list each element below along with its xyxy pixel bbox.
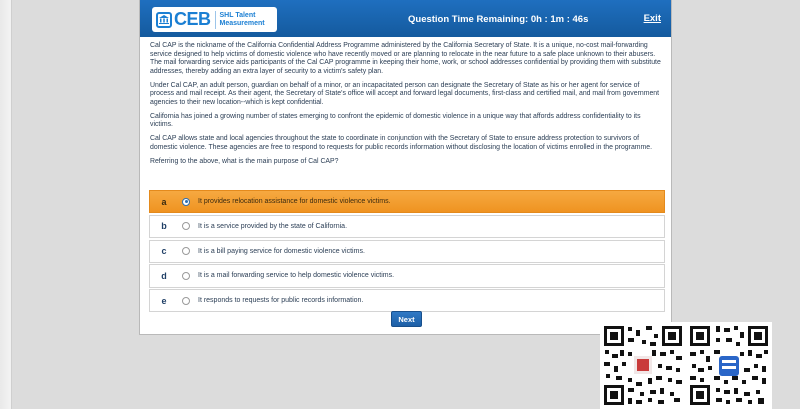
passage-paragraph-4: Cal CAP allows state and local agencies throughout the state to coordinate in conjunction with the Secretary of State to ensure address protection to survivors of domestic violence. These agencies are free to respond to requests for public records information without disclosing the location of victims enrolled in the programme. xyxy=(150,135,652,151)
option-text: It is a mail forwarding service to help domestic violence victims. xyxy=(198,272,395,280)
header-bar xyxy=(140,0,671,37)
passage-paragraph-3: California has joined a growing number of states emerging to confront the epidemic of domestic violence in a unique way that affords address confidentiality to its victims. xyxy=(150,112,641,129)
option-letter: a xyxy=(161,196,167,207)
radio-button[interactable] xyxy=(182,198,190,206)
option-b[interactable] xyxy=(149,215,665,238)
building-icon xyxy=(156,12,172,28)
qr-code-image xyxy=(686,322,772,409)
next-button[interactable]: Next xyxy=(391,311,422,327)
option-e[interactable] xyxy=(149,289,665,312)
logo-tagline-line1: SHL Talent xyxy=(219,11,256,19)
logo-divider xyxy=(215,11,216,29)
qr-code-image xyxy=(600,322,686,409)
left-window-strip xyxy=(0,0,12,409)
radio-button[interactable] xyxy=(182,247,190,255)
radio-button[interactable] xyxy=(182,272,190,280)
option-letter: b xyxy=(161,221,167,232)
option-d[interactable] xyxy=(149,264,665,287)
option-letter: c xyxy=(161,246,167,257)
exit-link[interactable]: Exit xyxy=(643,13,661,24)
option-a[interactable] xyxy=(149,190,665,213)
passage-paragraph-2: Under Cal CAP, an adult person, guardian on behalf of a minor, or an incapacitated person can designate the Secretary of State as his or her agent for service of process and mail receipt. As their agent, the Secretary of State's office will accept and forward legal documents, first-class and certified mail, and mail from government agencies to their new location--which is kept confidential. xyxy=(150,81,660,106)
option-text: It is a bill paying service for domestic violence victims. xyxy=(198,247,365,255)
option-letter: d xyxy=(161,270,167,281)
answer-options xyxy=(149,190,665,314)
passage-paragraph-1: Cal CAP is the nickname of the California Confidential Address Programme administered by the California Secretary of State. It is a unique, no-cost mail-forwarding service designed to help victims of domestic violence who have recently moved or are planning to relocate in the near future to a safe place unknown to their abusers. The mail forwarding service aids participants of the Cal CAP programme in keeping their home, work, or school addresses confidential by providing them with substitute addresses, thereby adding an extra layer of security to a victim's safety plan. xyxy=(150,42,661,75)
test-panel xyxy=(139,0,672,335)
logo-tagline xyxy=(220,12,265,28)
option-text: It responds to requests for public records information. xyxy=(198,297,364,305)
logo-brand: CEB xyxy=(174,9,211,29)
option-c[interactable] xyxy=(149,240,665,263)
ceb-logo xyxy=(152,7,277,32)
option-text: It provides relocation assistance for domestic violence victims. xyxy=(198,198,391,206)
radio-button[interactable] xyxy=(182,297,190,305)
option-letter: e xyxy=(161,295,167,306)
passage xyxy=(150,42,662,172)
question-timer: Question Time Remaining: 0h : 1m : 46s xyxy=(408,14,589,25)
option-text: It is a service provided by the state of California. xyxy=(198,222,348,230)
radio-button[interactable] xyxy=(182,222,190,230)
question-text: Referring to the above, what is the main purpose of Cal CAP? xyxy=(150,157,339,165)
logo-tagline-line2: Measurement xyxy=(219,19,265,27)
